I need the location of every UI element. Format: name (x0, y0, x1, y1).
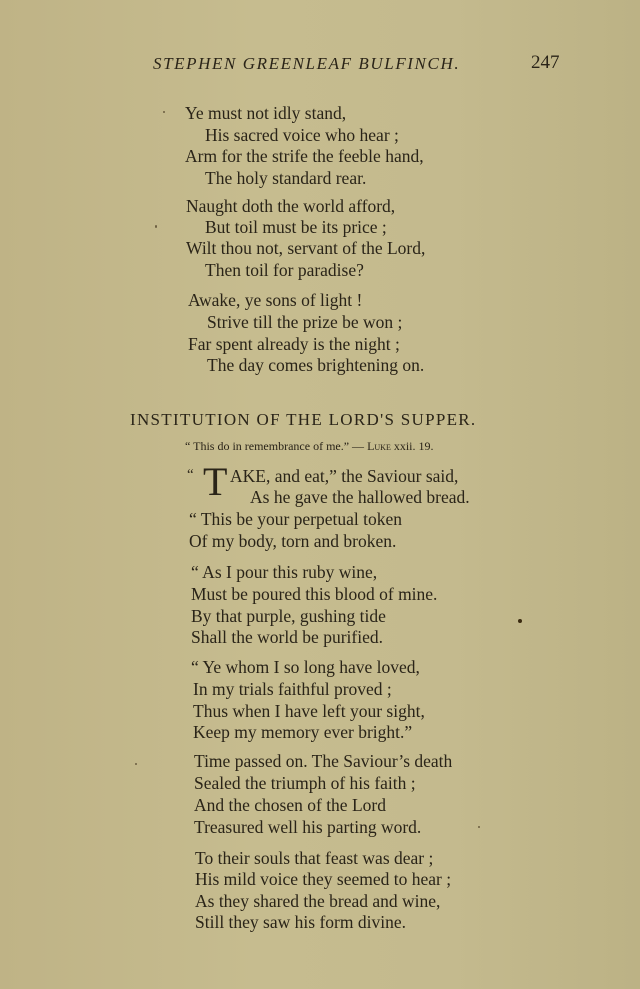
epigraph (185, 439, 434, 454)
poem-title: INSTITUTION OF THE LORD'S SUPPER. (130, 410, 477, 429)
paper-speck (163, 111, 165, 113)
poem-line: “ Ye whom I so long have loved, (191, 657, 420, 677)
paper-speck (135, 763, 137, 765)
poem-line: But toil must be its price ; (205, 217, 387, 237)
poem-line: Must be poured this blood of mine. (191, 584, 438, 604)
poem-line: Still they saw his form divine. (195, 912, 406, 932)
poem-line: Of my body, torn and broken. (189, 531, 397, 551)
poem-line: The holy standard rear. (205, 168, 367, 188)
poem-line: As he gave the hallowed bread. (250, 487, 470, 507)
poem-line: The day comes brightening on. (207, 355, 425, 375)
poem-line: Arm for the strife the feeble hand, (185, 146, 424, 166)
poem-line: And the chosen of the Lord (194, 795, 386, 815)
poem-line: In my trials faithful proved ; (193, 679, 392, 699)
poem-line: By that purple, gushing tide (191, 606, 386, 626)
poem-line: Time passed on. The Saviour’s death (194, 751, 453, 771)
poem-line: AKE, and eat,” the Saviour said, (230, 466, 459, 486)
poem-line: Awake, ye sons of light ! (188, 290, 363, 310)
poem-line: “ As I pour this ruby wine, (191, 562, 378, 582)
paper-speck (478, 826, 480, 828)
poem-line: Ye must not idly stand, (185, 103, 347, 123)
open-quote: “ (187, 467, 194, 483)
poem-line: Shall the world be purified. (191, 627, 383, 647)
poem-line: Thus when I have left your sight, (193, 701, 425, 721)
poem-line: Treasured well his parting word. (194, 817, 422, 837)
poem-line: His mild voice they seemed to hear ; (195, 869, 452, 889)
running-head: STEPHEN GREENLEAF BULFINCH. (153, 54, 461, 73)
epigraph-source: Luke (367, 439, 391, 453)
poem-line: “ This be your perpetual token (189, 509, 403, 529)
poem-line: Sealed the triumph of his faith ; (194, 773, 416, 793)
poem-line: Strive till the prize be won ; (207, 312, 403, 332)
paper-speck (155, 225, 157, 228)
page-number: 247 (531, 52, 560, 73)
poem-line: As they shared the bread and wine, (195, 891, 441, 911)
drop-cap: T (203, 459, 228, 504)
poem-line: Naught doth the world afford, (186, 196, 396, 216)
poem-line: Wilt thou not, servant of the Lord, (186, 238, 426, 258)
poem-line: Far spent already is the night ; (188, 334, 400, 354)
poem-line: Then toil for paradise? (205, 260, 364, 280)
poem-line: Keep my memory ever bright.” (193, 722, 413, 742)
epigraph-quote: “ This do in remembrance of me.” — (185, 439, 368, 453)
poem-line: To their souls that feast was dear ; (195, 848, 434, 868)
poem-line: His sacred voice who hear ; (205, 125, 399, 145)
paper-speck (518, 619, 522, 623)
epigraph-reference: xxii. 19. (390, 439, 434, 453)
